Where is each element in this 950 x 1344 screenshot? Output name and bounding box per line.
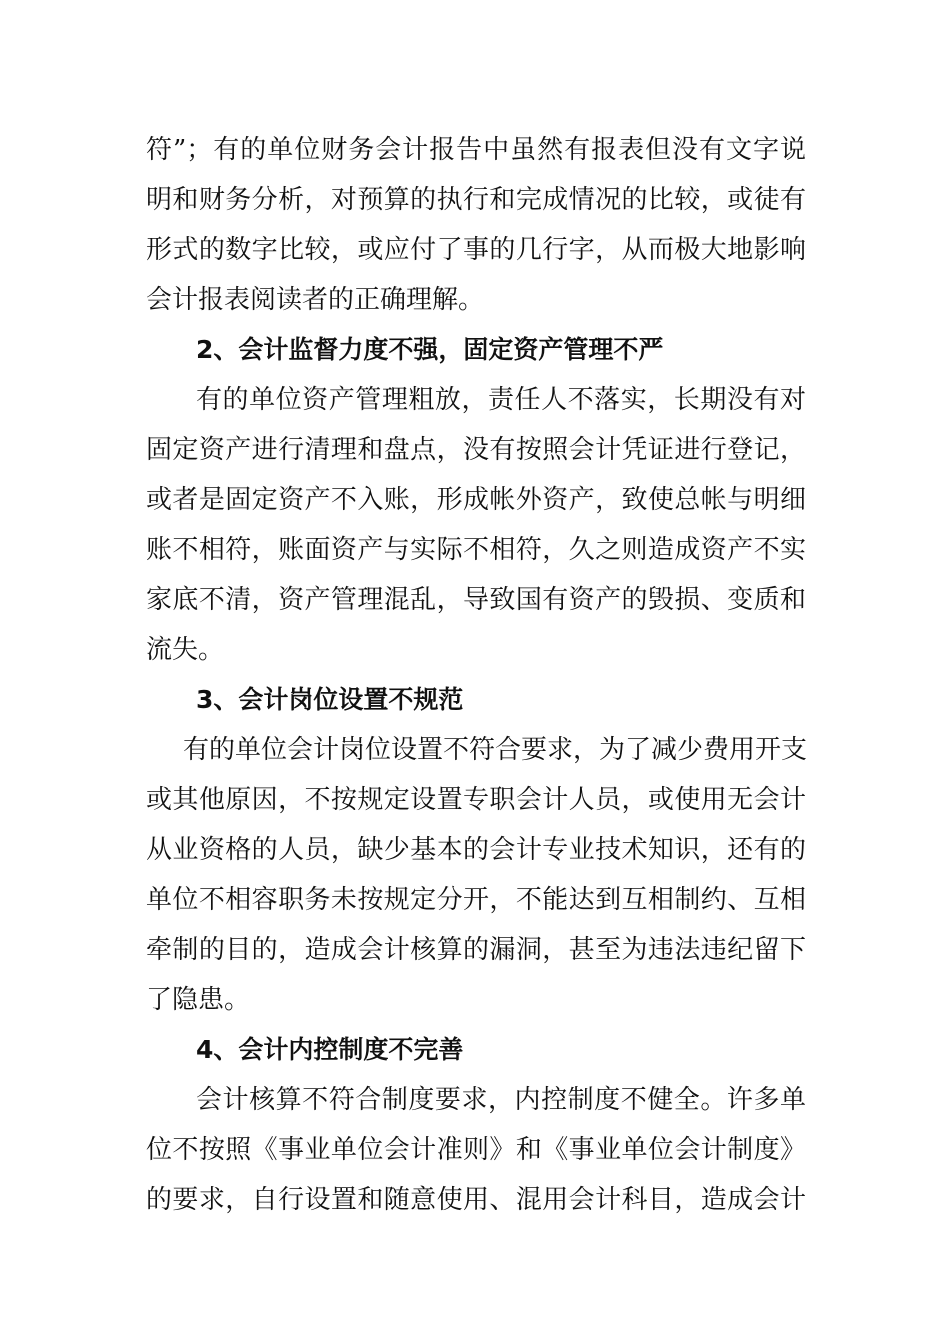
section-heading-2: 2、会计监督力度不强，固定资产管理不严 xyxy=(196,335,664,364)
paragraph-1-line-4: 会计报表阅读者的正确理解。 xyxy=(146,285,485,315)
section-heading-4: 4、会计内控制度不完善 xyxy=(196,1035,464,1064)
paragraph-3-line-2: 或其他原因，不按规定设置专职会计人员，或使用无会计 xyxy=(146,785,806,815)
paragraph-3-line-6: 了隐患。 xyxy=(146,985,251,1015)
paragraph-3-line-1: 有的单位会计岗位设置不符合要求，为了减少费用开支 xyxy=(183,735,808,765)
paragraph-2-line-5: 家底不清，资产管理混乱，导致国有资产的毁损、变质和 xyxy=(146,585,806,615)
paragraph-4-line-2: 位不按照《事业单位会计准则》和《事业单位会计制度》 xyxy=(146,1135,806,1165)
paragraph-4-line-3: 的要求，自行设置和随意使用、混用会计科目，造成会计 xyxy=(146,1185,806,1215)
section-heading-3: 3、会计岗位设置不规范 xyxy=(196,685,464,714)
paragraph-4-line-1: 会计核算不符合制度要求，内控制度不健全。许多单 xyxy=(196,1085,806,1115)
paragraph-2-line-2: 固定资产进行清理和盘点，没有按照会计凭证进行登记， xyxy=(146,435,806,465)
paragraph-1-line-1: 符”；有的单位财务会计报告中虽然有报表但没有文字说 xyxy=(146,135,806,165)
paragraph-2-line-3: 或者是固定资产不入账，形成帐外资产，致使总帐与明细 xyxy=(146,485,806,515)
paragraph-2-line-6: 流失。 xyxy=(146,635,225,665)
paragraph-3-line-3: 从业资格的人员，缺少基本的会计专业技术知识，还有的 xyxy=(146,835,806,865)
paragraph-2-line-4: 账不相符，账面资产与实际不相符，久之则造成资产不实 xyxy=(146,535,806,565)
paragraph-1-line-3: 形式的数字比较，或应付了事的几行字，从而极大地影响 xyxy=(146,235,806,265)
paragraph-1-line-2: 明和财务分析，对预算的执行和完成情况的比较，或徒有 xyxy=(146,185,806,215)
paragraph-2-line-1: 有的单位资产管理粗放，责任人不落实，长期没有对 xyxy=(196,385,806,415)
paragraph-3-line-5: 牵制的目的，造成会计核算的漏洞，甚至为违法违纪留下 xyxy=(146,935,806,965)
paragraph-3-line-4: 单位不相容职务未按规定分开，不能达到互相制约、互相 xyxy=(146,885,806,915)
